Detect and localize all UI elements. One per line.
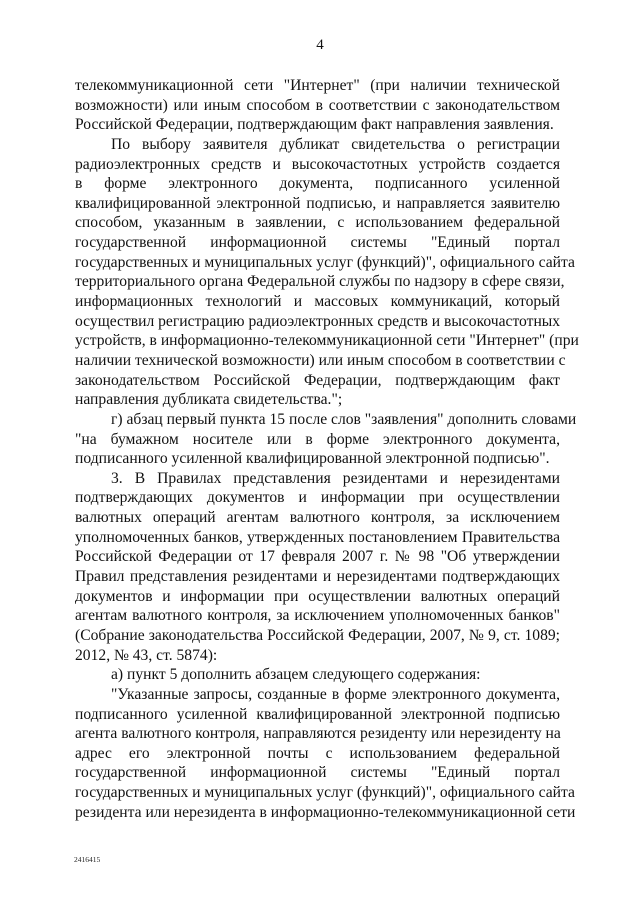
text-line: "на бумажном носителе или в форме электронного документа, xyxy=(75,430,560,448)
text-line: Правил представления резидентами и нерезидентами подтверждающих xyxy=(75,568,560,586)
text-line: резидента или нерезидента в информационно-телекоммуникационной сети xyxy=(75,803,576,821)
text-line: государственной информационной системы "Единый портал xyxy=(75,764,560,782)
text-line: уполномоченных банков, утвержденных постановлением Правительства xyxy=(75,528,560,546)
text-line: подписанного усиленной квалифицированной электронной подписью". xyxy=(75,450,550,468)
text-line: агента валютного контроля, направляются резиденту или нерезиденту на xyxy=(75,725,561,743)
text-line: (Собрание законодательства Российской Федерации, 2007, № 9, ст. 1089; xyxy=(75,626,560,644)
text-line: осуществил регистрацию радиоэлектронных средств и высокочастотных xyxy=(75,312,561,330)
text-line: устройств, в информационно-телекоммуникационной сети "Интернет" (при xyxy=(75,332,579,350)
text-line: информационных технологий и массовых коммуникаций, который xyxy=(75,293,560,311)
text-line: Российской Федерации, подтверждающим факт направления заявления. xyxy=(75,116,554,134)
page-number: 4 xyxy=(316,37,324,53)
text-line: 3. В Правилах представления резидентами и нерезидентами xyxy=(111,469,560,487)
text-line: в форме электронного документа, подписанного усиленной xyxy=(75,175,560,193)
text-line: государственных и муниципальных услуг (функций)", официального сайта xyxy=(75,784,575,802)
text-line: документов и информации при осуществлении валютных операций xyxy=(75,587,560,605)
text-line: адрес его электронной почты с использованием федеральной xyxy=(75,744,560,762)
text-line: радиоэлектронных средств и высокочастотных устройств создается xyxy=(75,155,560,173)
text-line: государственной информационной системы "Единый портал xyxy=(75,234,560,252)
text-line: способом, указанным в заявлении, с использованием федеральной xyxy=(75,214,560,232)
text-line: агентам валютного контроля, за исключением уполномоченных банков" xyxy=(75,607,560,625)
text-line: 2012, № 43, ст. 5874): xyxy=(75,646,218,664)
text-line: законодательством Российской Федерации, подтверждающим факт xyxy=(75,371,560,389)
text-line: направления дубликата свидетельства."; xyxy=(75,391,343,409)
text-line: телекоммуникационной сети "Интернет" (при наличии технической xyxy=(75,77,560,94)
text-line: По выбору заявителя дубликат свидетельства о регистрации xyxy=(111,135,560,153)
text-line: "Указанные запросы, созданные в форме электронного документа, xyxy=(111,685,560,703)
text-line: Российской Федерации от 17 февраля 2007 г. № 98 "Об утверждении xyxy=(75,548,560,566)
text-line: квалифицированной электронной подписью, и направляется заявителю xyxy=(75,194,560,212)
text-line: подтверждающих документов и информации при осуществлении xyxy=(75,489,560,507)
text-line: подписанного усиленной квалифицированной электронной подписью xyxy=(75,705,560,723)
document-code: 2416415 xyxy=(74,855,101,864)
text-line: г) абзац первый пункта 15 после слов "заявления" дополнить словами xyxy=(111,410,577,428)
text-line: валютных операций агентам валютного контроля, за исключением xyxy=(75,509,560,527)
document-body xyxy=(75,76,579,822)
text-line: возможности) или иным способом в соответствии с законодательством xyxy=(75,96,560,114)
text-line: наличии технической возможности) или иным способом в соответствии с xyxy=(75,351,566,369)
text-line: государственных и муниципальных услуг (функций)", официального сайта xyxy=(75,253,575,271)
text-line: территориального органа Федеральной службы по надзору в сфере связи, xyxy=(75,273,565,291)
text-line: а) пункт 5 дополнить абзацем следующего содержания: xyxy=(111,666,481,684)
